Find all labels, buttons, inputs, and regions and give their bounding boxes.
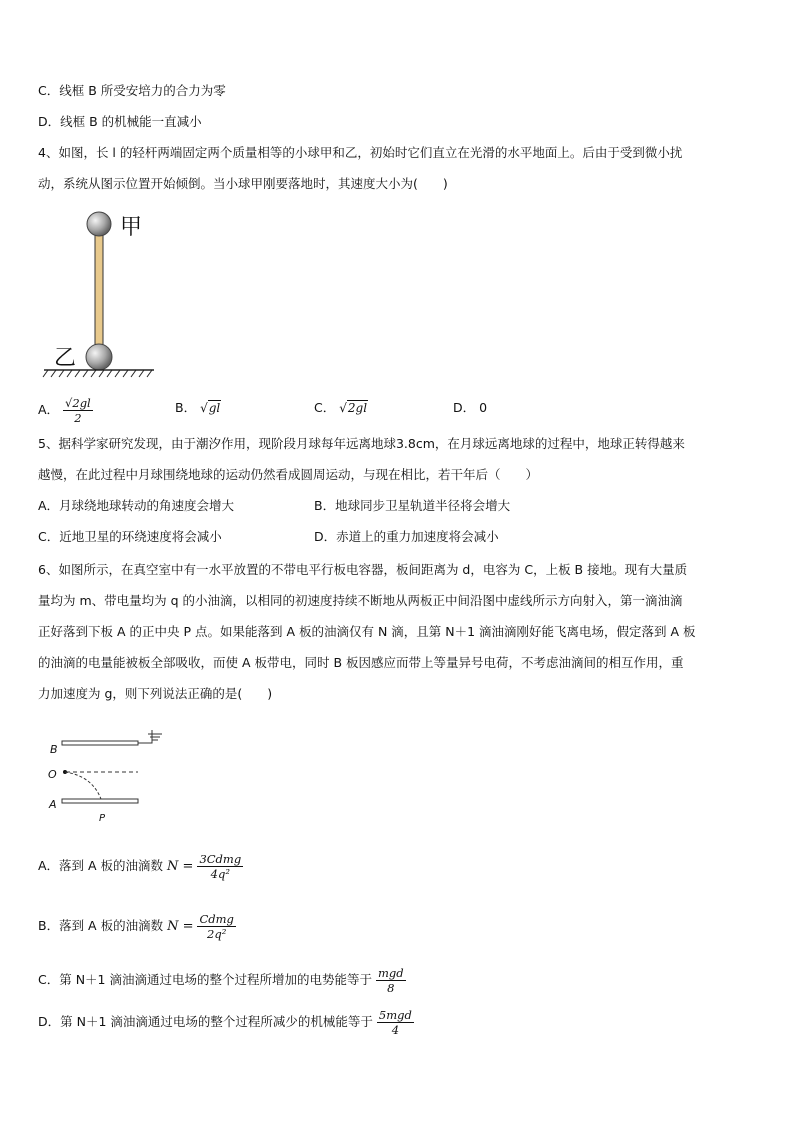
label-yi: 乙 — [54, 346, 77, 371]
q4-stem-line1: 4、如图，长 l 的轻杆两端固定两个质量相等的小球甲和乙，初始时它们直立在光滑的水平地面上。后由于受到微小扰 — [38, 145, 683, 160]
q6-option-d: D．第 N＋1 滴油滴通过电场的整个过程所减少的机械能等于 $\frac{\text{5mgd}}{4}$ — [38, 1008, 412, 1037]
label-jia: 甲 — [120, 215, 143, 240]
ground-hatch — [43, 370, 152, 377]
q5-stem-line2: 越慢，在此过程中月球围绕地球的运动仍然看成圆周运动，与现在相比，若干年后（ ） — [38, 467, 539, 482]
q4-option-a-fraction: $\frac{√2gl}{2}$ — [65, 396, 91, 425]
q6-stem-line4: 的油滴的电量能被板全部吸收，而使 A 板带电，同时 B 板因感应而带上等量异号电荷，不考虑油滴间的相互作用，重 — [38, 655, 684, 670]
q4-option-b: B． √gl — [175, 400, 221, 415]
q5-option-a: A．月球绕地球转动的角速度会增大 — [38, 498, 235, 513]
q5-option-c: C．近地卫星的环绕速度将会减小 — [38, 529, 222, 544]
label-o: O — [48, 768, 57, 781]
q6-stem-line1: 6、如图所示，在真空室中有一水平放置的不带电平行板电容器，板间距离为 d，电容为 C，上板 B 接地。现有大量质 — [38, 562, 688, 577]
q6-option-b: B．落到 A 板的油滴数 N = $\frac{\text{Cdmg}}{\text{2q²}}$ — [38, 912, 234, 941]
q5-option-b: B．地球同步卫星轨道半径将会增大 — [314, 498, 511, 513]
plate-a — [62, 799, 138, 803]
q6-figure-capacitor — [44, 720, 174, 828]
q4-figure-rod-balls — [36, 202, 166, 382]
q6-stem-line3: 正好落到下板 A 的正中央 P 点。如果能落到 A 板的油滴仅有 N 滴，且第 N＋1 滴油滴刚好能飞离电场，假定落到 A 板 — [38, 624, 696, 639]
label-p: P — [99, 813, 106, 824]
q4-option-c: C． √2gl — [314, 400, 368, 415]
prev-option-c: C．线框 B 所受安培力的合力为零 — [38, 83, 226, 98]
q6-stem-line2: 量均为 m、带电量均为 q 的小油滴，以相同的初速度持续不断地从两板正中间沿图中虚线所示方向射入，第一滴油滴 — [38, 593, 683, 608]
q4-option-a: A． $\frac{√2gl}{2}$ — [38, 396, 91, 425]
q6-option-d-fraction: $\frac{\text{5mgd}}{4}$ — [378, 1008, 412, 1037]
q5-option-d: D．赤道上的重力加速度将会减小 — [314, 529, 499, 544]
q5-stem-line1: 5、据科学家研究发现，由于潮汐作用，现阶段月球每年远离地球3.8cm，在月球远离地球的过程中，地球正转得越来 — [38, 436, 685, 451]
ball-jia — [87, 212, 111, 236]
prev-option-d: D．线框 B 的机械能一直减小 — [38, 114, 202, 129]
q6-option-c: C．第 N＋1 滴油滴通过电场的整个过程所增加的电势能等于 $\frac{\text{mgd}}{8}$ — [38, 966, 404, 995]
q6-option-a: A．落到 A 板的油滴数 N = $\frac{\text{3Cdmg}}{\text{4q²}}$ — [38, 852, 242, 881]
light-rod — [95, 228, 103, 358]
plate-b — [62, 741, 138, 745]
ground-symbol — [148, 730, 162, 740]
ground-wire — [138, 730, 152, 743]
q4-stem-line2: 动，系统从图示位置开始倾倒。当小球甲刚要落地时，其速度大小为( ) — [38, 176, 448, 191]
droplet-trajectory — [65, 772, 101, 799]
q4-option-d: D． 0 — [453, 400, 488, 415]
q6-option-c-fraction: $\frac{\text{mgd}}{8}$ — [377, 966, 404, 995]
q6-option-a-fraction: $\frac{\text{3Cdmg}}{\text{4q²}}$ — [199, 852, 242, 881]
ball-yi — [86, 344, 112, 370]
q6-option-b-fraction: $\frac{\text{Cdmg}}{\text{2q²}}$ — [199, 912, 234, 941]
label-a: A — [49, 798, 57, 811]
label-b: B — [50, 743, 58, 756]
q6-stem-line5: 力加速度为 g，则下列说法正确的是( ) — [38, 686, 273, 701]
